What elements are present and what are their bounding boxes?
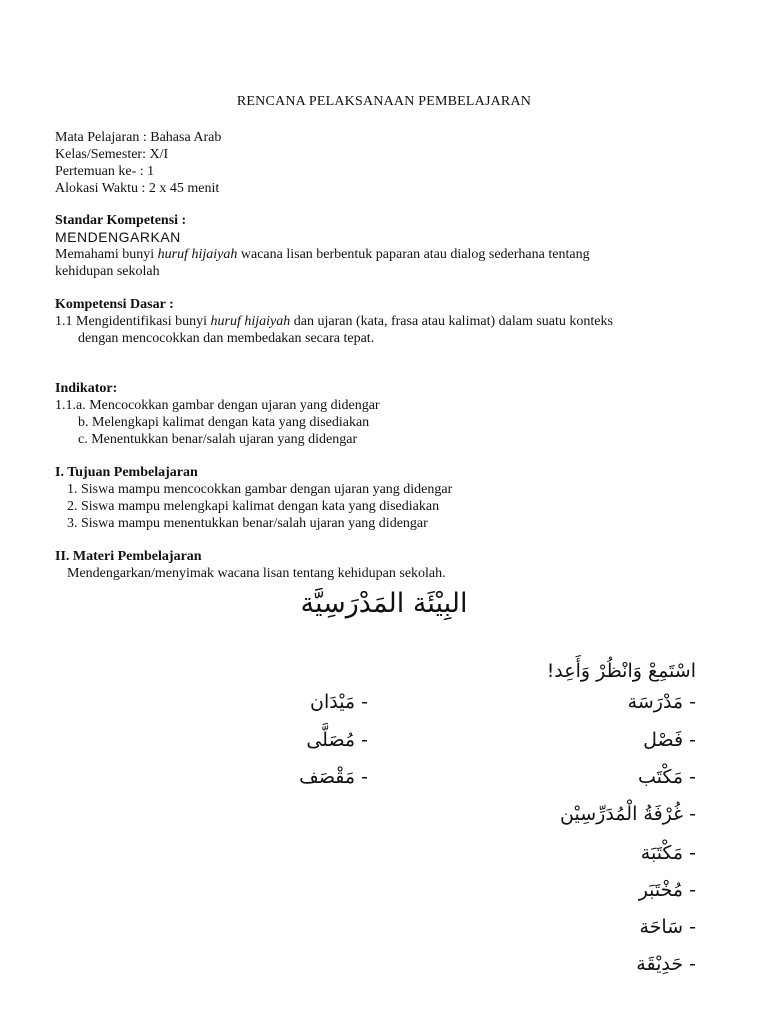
indikator-item: b. Melengkapi kalimat dengan kata yang disediakan bbox=[78, 415, 370, 430]
tujuan-item: 2. Siswa mampu melengkapi kalimat dengan kata yang disediakan bbox=[67, 499, 440, 514]
indikator-item: 1.1.a. Mencocokkan gambar dengan ujaran yang didengar bbox=[55, 398, 380, 413]
standar-kompetensi-section bbox=[55, 212, 715, 280]
indikator-section bbox=[55, 380, 715, 448]
subject-info bbox=[55, 129, 715, 197]
arabic-vocab-item: - مُخْتَبَر bbox=[638, 879, 696, 901]
tujuan-item: 1. Siswa mampu mencocokkan gambar dengan ujaran yang didengar bbox=[67, 482, 453, 497]
kompetensi-dasar-section bbox=[55, 296, 715, 347]
arabic-vocab-item: - غُرْفَةُ الْمُدَرِّسِيْن bbox=[560, 803, 696, 825]
kompetensi-line2: dengan mencocokkan dan membedakan secara tepat. bbox=[78, 331, 375, 346]
standar-text: Memahami bunyi huruf hijaiyah wacana lisan berbentuk paparan atau dialog sederhana tentang bbox=[55, 247, 590, 262]
materi-section bbox=[55, 548, 715, 582]
tujuan-heading: I. Tujuan Pembelajaran bbox=[55, 465, 198, 480]
arabic-title: البِيْئَة المَدْرَسِيَّة bbox=[300, 588, 468, 619]
info-alokasi: Alokasi Waktu : 2 x 45 menit bbox=[55, 181, 220, 196]
arabic-vocab-item: - حَدِيْقَة bbox=[636, 953, 696, 975]
tujuan-item: 3. Siswa mampu menentukkan benar/salah ujaran yang didengar bbox=[67, 516, 428, 531]
materi-heading: II. Materi Pembelajaran bbox=[55, 549, 202, 564]
indikator-heading: Indikator: bbox=[55, 381, 118, 396]
arabic-vocab-item: - مَكْتَبَة bbox=[640, 842, 696, 864]
tujuan-section bbox=[55, 464, 715, 532]
arabic-vocab-item: - سَاحَة bbox=[639, 916, 696, 938]
standar-text-line2: kehidupan sekolah bbox=[55, 264, 160, 279]
arabic-vocab-item: - مَدْرَسَة bbox=[627, 691, 696, 713]
document-title: RENCANA PELAKSANAAN PEMBELAJARAN bbox=[236, 94, 532, 109]
info-pertemuan: Pertemuan ke- : 1 bbox=[55, 164, 155, 179]
kompetensi-heading: Kompetensi Dasar : bbox=[55, 297, 174, 312]
standar-skill: MENDENGARKAN bbox=[55, 229, 181, 245]
materi-text: Mendengarkan/menyimak wacana lisan tentang kehidupan sekolah. bbox=[67, 566, 446, 581]
info-kelas: Kelas/Semester: X/I bbox=[55, 147, 169, 162]
indikator-item: c. Menentukkan benar/salah ujaran yang didengar bbox=[78, 432, 358, 447]
arabic-vocab-item: - مَيْدَان bbox=[309, 691, 368, 713]
arabic-vocab-item: - مَقْصَف bbox=[299, 766, 368, 788]
info-mapel: Mata Pelajaran : Bahasa Arab bbox=[55, 130, 222, 145]
kompetensi-line1: 1.1 Mengidentifikasi bunyi huruf hijaiyah dan ujaran (kata, frasa atau kalimat) dalam suatu konteks bbox=[55, 314, 613, 329]
arabic-instruction: اسْتَمِعْ وَانْظُرْ وَأَعِد! bbox=[546, 660, 696, 682]
standar-heading: Standar Kompetensi : bbox=[55, 213, 187, 228]
arabic-vocab-item: - فَصْل bbox=[643, 729, 696, 751]
arabic-vocab-item: - مَكْتَب bbox=[638, 766, 696, 788]
arabic-vocab-item: - مُصَلَّى bbox=[306, 729, 368, 751]
